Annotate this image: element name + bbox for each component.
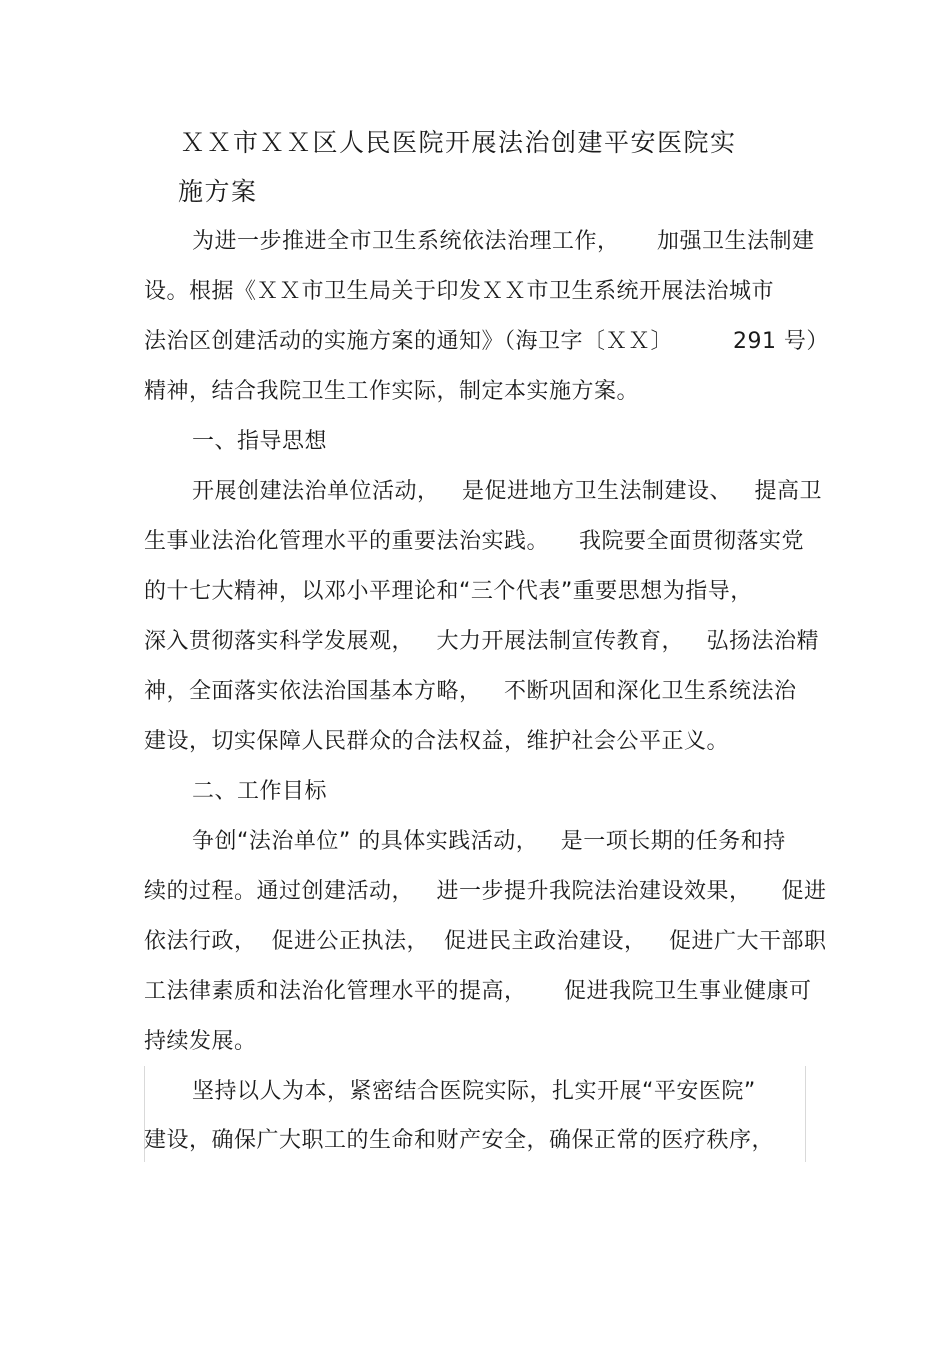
document-title-line-2: 施方案: [178, 177, 258, 206]
section2-line: 依法行政， 促进公正执法， 促进民主政治建设， 促进广大干部职: [144, 929, 827, 954]
section1-line: 开展创建法治单位活动， 是促进地方卫生法制建设、 提高卫: [192, 479, 822, 504]
intro-line: 精神，结合我院卫生工作实际，制定本实施方案。: [144, 379, 640, 404]
section3-line: 建设，确保广大职工的生命和财产安全，确保正常的医疗秩序，: [144, 1128, 775, 1153]
section1-line: 深入贯彻落实科学发展观， 大力开展法制宣传教育， 弘扬法治精: [144, 629, 819, 654]
section2-line: 续的过程。通过创建活动， 进一步提升我院法治建设效果， 促进: [144, 879, 827, 904]
section-heading-work-goals: 二、工作目标: [192, 779, 328, 804]
intro-line: 为进一步推进全市卫生系统依法治理工作， 加强卫生法制建: [192, 229, 815, 254]
section-heading-guiding-thought: 一、指导思想: [192, 429, 328, 454]
section2-line: 争创“法治单位” 的具体实践活动， 是一项长期的任务和持: [192, 829, 786, 854]
intro-line: 设。根据《ＸＸ市卫生局关于印发ＸＸ市卫生系统开展法治城市: [144, 279, 775, 304]
frame-divider-right: [805, 1066, 806, 1162]
section1-line: 生事业法治化管理水平的重要法治实践。 我院要全面贯彻落实党: [144, 529, 804, 554]
section1-line: 建设，切实保障人民群众的合法权益，维护社会公平正义。: [144, 729, 730, 754]
section1-line: 神，全面落实依法治国基本方略， 不断巩固和深化卫生系统法治: [144, 679, 797, 704]
document-title-line-1: ＸＸ市ＸＸ区人民医院开展法治创建平安医院实: [180, 128, 737, 157]
intro-line: 法治区创建活动的实施方案的通知》（海卫字〔ＸＸ〕 291 号）: [144, 329, 829, 354]
section2-line: 工法律素质和法治化管理水平的提高， 促进我院卫生事业健康可: [144, 979, 812, 1004]
section3-line: 坚持以人为本，紧密结合医院实际，扎实开展“平安医院”: [192, 1079, 756, 1104]
section2-line: 持续发展。: [144, 1029, 257, 1054]
section1-line: 的十七大精神，以邓小平理论和“三个代表”重要思想为指导，: [144, 579, 753, 604]
